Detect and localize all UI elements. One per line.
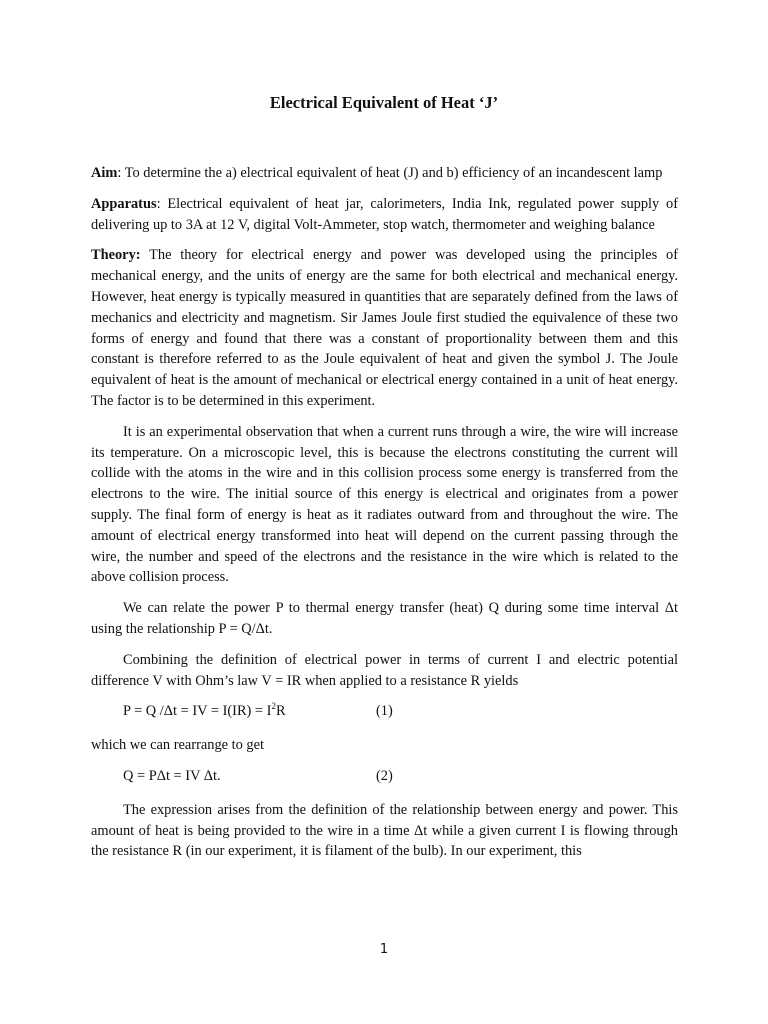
equation-1-exponent: 2 [271,701,276,712]
equation-1-number: (1) [376,703,393,720]
apparatus-paragraph [91,194,678,236]
equation-1 [91,701,678,722]
equation-1-expression [123,701,286,722]
body-paragraph-5: The expression arises from the definition of the relationship between energy and power. This amount of heat is being provided to the wire in a time Δt while a given current I is flowing through the resistance R (in our experiment, it is filament of the bulb). In our experiment, this [91,801,678,860]
aim-paragraph [91,163,678,184]
apparatus-text: : Electrical equivalent of heat jar, calorimeters, India Ink, regulated power supply of delivering up to 3A at 12 V, digital Volt-Ammeter, stop watch, thermometer and weighing balance [91,195,678,233]
page-number: 1 [379,942,389,957]
apparatus-label: Apparatus [91,195,157,212]
theory-label: Theory: [91,247,141,264]
rearrange-text: which we can rearrange to get [91,737,264,754]
equation-1-lhs: P = Q /Δt = IV = I(IR) = I [123,703,272,720]
body-paragraph-4: Combining the definition of electrical power in terms of current I and electric potential difference V with Ohm’s law V = IR when applied to a resistance R yields [91,651,678,689]
equation-2-number: (2) [376,767,393,784]
equation-2 [91,766,678,787]
equation-1-tail: R [275,703,286,720]
equation-2-expression: Q = PΔt = IV Δt. [123,767,221,784]
document-body [91,163,678,872]
document-title: Electrical Equivalent of Heat ‘J’ [269,93,499,112]
aim-label: Aim [91,165,118,181]
theory-paragraph [91,245,678,411]
body-paragraph-3: We can relate the power P to thermal energy transfer (heat) Q during some time interval Δt using the relationship P = Q/Δt. [91,600,678,637]
theory-text: The theory for electrical energy and power was developed using the principles of mechanical energy, and the units of energy are the same for both electrical and mechanical energy. However, heat energy is typically measured in quantities that are separately defined from the laws of mechanics and electricity and magnetism. Sir James Joule first studied the equivalence of these two forms of energy and found that there was a constant of proportionality between them and this constant is therefore referred to as the Joule equivalent of heat and given the symbol J. The Joule equivalent of heat is the amount of mechanical or electrical energy contained in a unit of heat energy. The factor is to be determined in this experiment. [91,247,678,409]
aim-text: : To determine the a) electrical equivalent of heat (J) and b) efficiency of an incandescent lamp [117,165,663,181]
body-paragraph-2: It is an experimental observation that when a current runs through a wire, the wire will increase its temperature. On a microscopic level, this is because the electrons constituting the current will collide with the atoms in the wire and in this collision process some energy is transferred from the electrons to the wire. The initial source of this energy is electrical and originates from a power supply. The final form of energy is heat as it radiates outward from and throughout the wire. The amount of electrical energy transformed into heat will depend on the current passing through the wire, the number and speed of the electrons and the resistance in the wire which is related to the above collision process. [91,423,678,586]
